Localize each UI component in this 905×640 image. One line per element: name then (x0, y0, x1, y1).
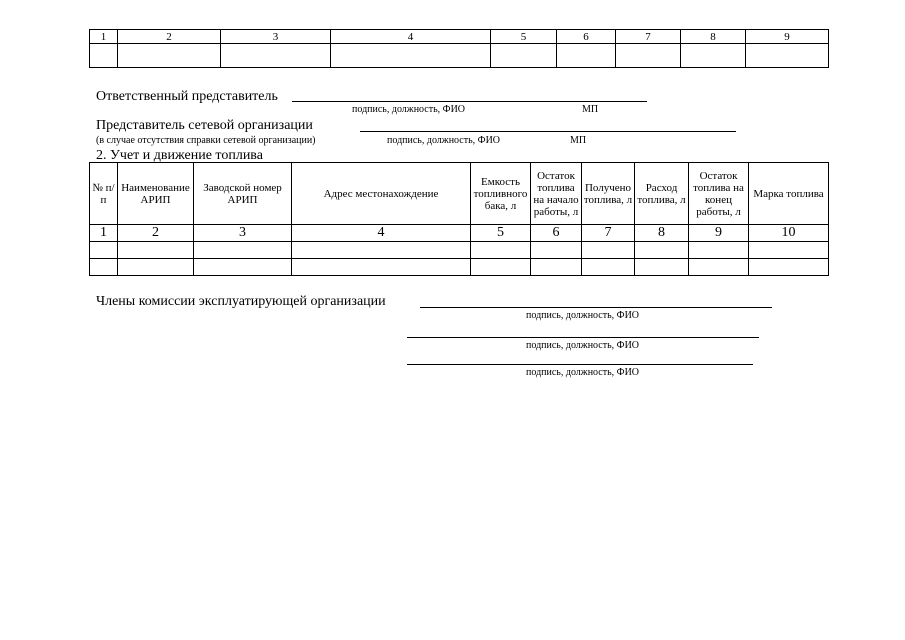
top-col-number: 1 (90, 30, 118, 44)
table-cell[interactable] (471, 259, 531, 276)
table-cell[interactable] (471, 242, 531, 259)
table-cell[interactable] (90, 44, 118, 68)
col-number: 8 (635, 225, 689, 242)
table-cell[interactable] (90, 242, 118, 259)
top-col-number: 6 (557, 30, 616, 44)
responsible-caption: подпись, должность, ФИО (352, 104, 466, 115)
top-col-number: 2 (118, 30, 221, 44)
fuel-table-header-row (90, 163, 829, 225)
table-cell[interactable] (746, 44, 829, 68)
fuel-table-number-row (90, 225, 829, 242)
col-header-tank-capacity: Емкость топливного бака, л (471, 163, 531, 225)
network-rep-label: Представитель сетевой организации (96, 118, 313, 133)
col-number: 7 (582, 225, 635, 242)
commission-signature-line-3[interactable] (407, 364, 753, 365)
col-header-address: Адрес местонахождение (292, 163, 471, 225)
table-cell[interactable] (531, 242, 582, 259)
table-cell[interactable] (749, 242, 829, 259)
table-cell[interactable] (616, 44, 681, 68)
col-header-arip-name: Наименование АРИП (118, 163, 194, 225)
table-cell[interactable] (749, 259, 829, 276)
table-cell[interactable] (118, 44, 221, 68)
table-row (90, 242, 829, 259)
table-cell[interactable] (689, 259, 749, 276)
top-col-number: 4 (331, 30, 491, 44)
table-cell[interactable] (118, 259, 194, 276)
table-cell[interactable] (635, 259, 689, 276)
top-table-row (90, 44, 829, 68)
responsible-stamp: МП (582, 104, 599, 115)
table-cell[interactable] (292, 259, 471, 276)
network-rep-caption: подпись, должность, ФИО (387, 135, 501, 146)
table-cell[interactable] (531, 259, 582, 276)
col-number: 2 (118, 225, 194, 242)
col-header-fuel-end: Остаток топлива на конец работы, л (689, 163, 749, 225)
table-cell[interactable] (582, 259, 635, 276)
table-cell[interactable] (194, 259, 292, 276)
commission-signature-line-2[interactable] (407, 337, 759, 338)
col-number: 5 (471, 225, 531, 242)
commission-label: Члены комиссии эксплуатирующей организации (96, 294, 386, 309)
commission-caption-2: подпись, должность, ФИО (526, 340, 640, 351)
table-cell[interactable] (557, 44, 616, 68)
commission-caption-1: подпись, должность, ФИО (526, 310, 640, 321)
col-number: 1 (90, 225, 118, 242)
top-col-number: 9 (746, 30, 829, 44)
top-col-number: 7 (616, 30, 681, 44)
responsible-signature-line[interactable] (292, 101, 647, 102)
col-header-number: № п/п (90, 163, 118, 225)
section2-title: 2. Учет и движение топлива (96, 148, 263, 163)
table-cell[interactable] (118, 242, 194, 259)
table-cell[interactable] (582, 242, 635, 259)
table-cell[interactable] (221, 44, 331, 68)
col-number: 10 (749, 225, 829, 242)
top-col-number: 3 (221, 30, 331, 44)
top-table (89, 29, 829, 68)
col-header-fuel-consumption: Расход топлива, л (635, 163, 689, 225)
col-header-serial-number: Заводской номер АРИП (194, 163, 292, 225)
table-cell[interactable] (90, 259, 118, 276)
top-col-number: 8 (681, 30, 746, 44)
table-row (90, 259, 829, 276)
col-number: 6 (531, 225, 582, 242)
col-number: 4 (292, 225, 471, 242)
table-cell[interactable] (689, 242, 749, 259)
table-cell[interactable] (491, 44, 557, 68)
commission-caption-3: подпись, должность, ФИО (526, 367, 640, 378)
col-header-fuel-start: Остаток топлива на начало работы, л (531, 163, 582, 225)
col-header-fuel-grade: Марка топлива (749, 163, 829, 225)
table-cell[interactable] (292, 242, 471, 259)
fuel-table (89, 162, 829, 276)
col-header-fuel-received: Получено топлива, л (582, 163, 635, 225)
commission-signature-line-1[interactable] (420, 307, 772, 308)
table-cell[interactable] (635, 242, 689, 259)
network-rep-stamp: МП (570, 135, 587, 146)
responsible-label: Ответственный представитель (96, 89, 278, 104)
col-number: 9 (689, 225, 749, 242)
col-number: 3 (194, 225, 292, 242)
top-col-number: 5 (491, 30, 557, 44)
table-cell[interactable] (331, 44, 491, 68)
table-cell[interactable] (681, 44, 746, 68)
table-cell[interactable] (194, 242, 292, 259)
network-rep-note: (в случае отсутствия справки сетевой организации) (96, 135, 316, 146)
network-rep-signature-line[interactable] (360, 131, 736, 132)
top-table-header-row (90, 30, 829, 44)
